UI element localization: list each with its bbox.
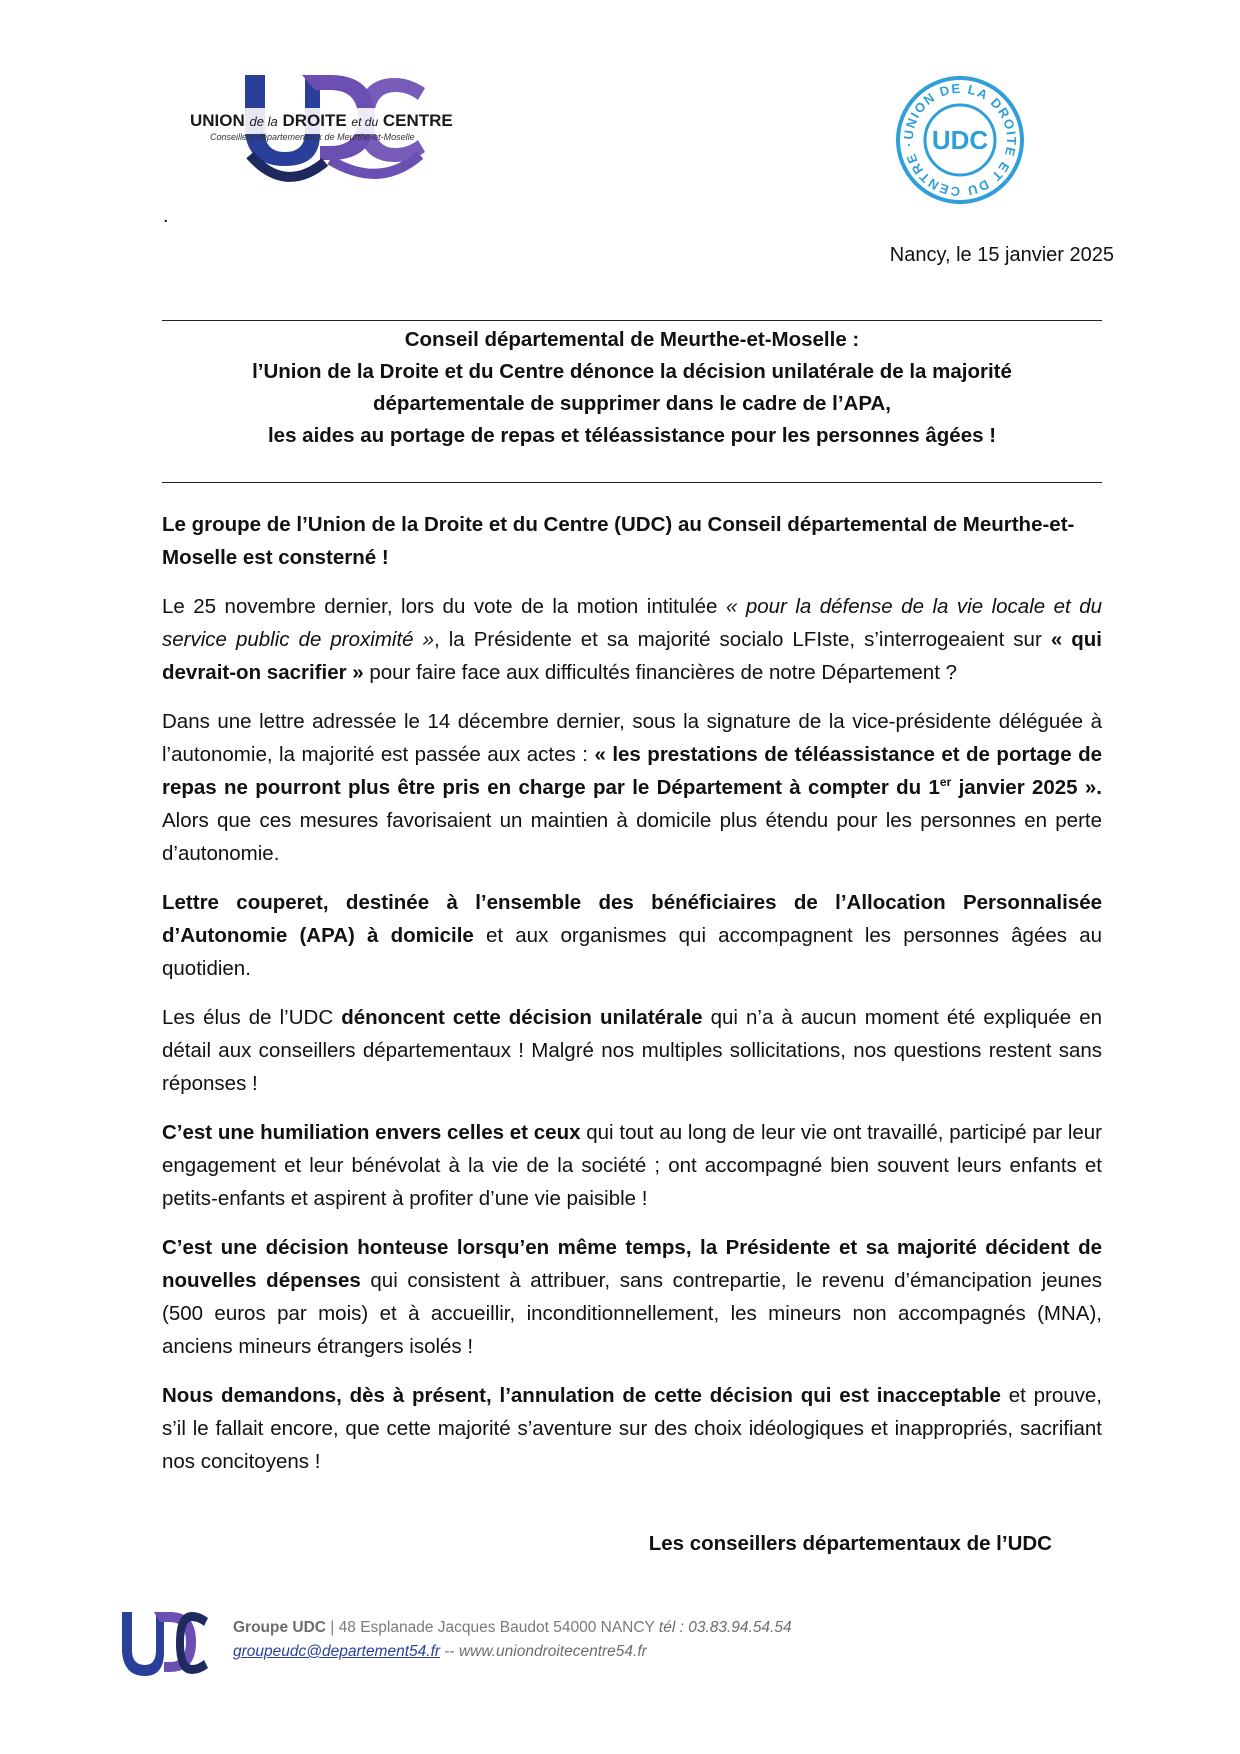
- p7-text: qui consistent à attribuer, sans contrepartie, le revenu d’émancipation jeunes (500 euros par mois) et à accueillir, inconditionnellement, les mineurs non accompagnés (MNA), anciens mineurs étrangers isolés !: [162, 1269, 1102, 1358]
- logo-subtitle: Conseillers départementaux de Meurthe-et-Moselle: [210, 132, 415, 142]
- title-line-4: les aides au portage de repas et téléassistance pour les personnes âgées !: [267, 424, 997, 447]
- paragraph-8: [162, 1379, 1102, 1478]
- p2-text-e: pour faire face aux difficultés financières de notre Département ?: [363, 661, 957, 684]
- title-line-1: Conseil départemental de Meurthe-et-Moselle :: [404, 328, 860, 351]
- p8-bold: Nous demandons, dès à présent, l’annulation de cette décision qui est inacceptable: [162, 1384, 1001, 1407]
- paragraph-4: [162, 886, 1102, 985]
- udc-stamp: [895, 75, 1025, 205]
- paragraph-2: [162, 590, 1102, 689]
- footer-dash: --: [440, 1643, 459, 1660]
- signature: Les conseillers départementaux de l’UDC: [648, 1532, 1052, 1555]
- stamp-center-text: UDC: [931, 125, 989, 155]
- lead-paragraph: Le groupe de l’Union de la Droite et du Centre (UDC) au Conseil départemental de Meurthe-et-Moselle est consterné !: [162, 513, 1075, 569]
- press-release-title: [162, 324, 1102, 452]
- footer-udc-logo-graphic: [120, 1610, 210, 1680]
- footer-udc-logo: [120, 1610, 210, 1680]
- p5-bold: dénoncent cette décision unilatérale: [341, 1006, 703, 1029]
- footer-contact: [233, 1616, 792, 1664]
- p4-text: et aux organismes qui accompagnent les personnes âgées au quotidien.: [162, 924, 1102, 980]
- p3-text-d: Alors que ces mesures favorisaient un maintien à domicile plus étendu pour les personnes en perte d’autonomie.: [162, 809, 1102, 865]
- paragraph-6: [162, 1116, 1102, 1215]
- p2-text-c: , la Présidente et sa majorité socialo LFIste, s’interrogeaient sur: [434, 628, 1051, 651]
- paragraph-7: [162, 1231, 1102, 1363]
- paragraph-3: [162, 705, 1102, 870]
- p6-bold: C’est une humiliation envers celles et ceux: [162, 1121, 581, 1144]
- logo-word-centre: CENTRE: [382, 111, 453, 130]
- footer-website[interactable]: www.uniondroitecentre54.fr: [458, 1643, 647, 1660]
- footer-address: 48 Esplanade Jacques Baudot 54000 NANCY: [338, 1619, 659, 1636]
- title-line-3: départementale de supprimer dans le cadre de l’APA,: [373, 392, 891, 415]
- footer-line-2: [233, 1640, 792, 1664]
- udc-stamp-graphic: [895, 75, 1025, 205]
- footer-email-link[interactable]: groupeudc@departement54.fr: [233, 1643, 441, 1660]
- p3-quote: « les prestations de téléassistance et de portage de repas ne pourront plus être pris en charge par le Département à compter du 1: [162, 743, 1103, 799]
- p5-text-c: qui n’a à aucun moment été expliquée en détail aux conseillers départementaux ! Malgré nos multiples sollicitations, nos questions restent sans réponses !: [162, 1006, 1102, 1095]
- footer-group-name: Groupe UDC: [233, 1619, 326, 1636]
- press-release-body: [162, 508, 1102, 1494]
- title-rule-top: [162, 320, 1102, 321]
- stray-dot: .: [163, 205, 169, 227]
- p2-motion-title: « pour la défense de la vie locale et du service public de proximité »: [162, 595, 1102, 651]
- footer-line-1: [233, 1616, 792, 1640]
- footer-phone: tél : 03.83.94.54.54: [658, 1619, 792, 1636]
- footer-separator: |: [326, 1619, 339, 1636]
- p2-text-a: Le 25 novembre dernier, lors du vote de la motion intitulée: [162, 595, 726, 618]
- p3-quote-end: janvier 2025 ».: [951, 776, 1102, 799]
- logo-word-delaa: de la: [249, 114, 278, 129]
- logo-word-etdu: et du: [351, 115, 379, 129]
- p5-text-a: Les élus de l’UDC: [162, 1006, 342, 1029]
- letter-date: Nancy, le 15 janvier 2025: [889, 244, 1114, 266]
- logo-word-union: UNION: [190, 111, 245, 130]
- p8-text: et prouve, s’il le fallait encore, que cette majorité s’aventure sur des choix idéologiques et inappropriés, sacrifiant nos concitoyens !: [162, 1384, 1102, 1473]
- p6-text: qui tout au long de leur vie ont travaillé, participé par leur engagement et leur bénévolat à la vie de la société ; ont accompagné bien souvent leurs enfants et petits-enfants et aspirent à profiter d’une vie paisible !: [162, 1121, 1102, 1210]
- p3-text-a: Dans une lettre adressée le 14 décembre dernier, sous la signature de la vice-présidente déléguée à l’autonomie, la majorité est passée aux actes :: [162, 710, 1102, 766]
- udc-logo: [190, 70, 490, 188]
- paragraph-5: [162, 1001, 1102, 1100]
- svg-text:UNION de la DROITE: [190, 111, 453, 130]
- p4-bold: Lettre couperet, destinée à l’ensemble des bénéficiaires de l’Allocation Personnalisée d’Autonomie (APA) à domicile: [162, 891, 1102, 947]
- logo-word-droite: DROITE: [282, 111, 347, 130]
- p3-superscript: er: [939, 775, 952, 790]
- p2-quote: « qui devrait-on sacrifier »: [162, 628, 1102, 684]
- title-line-2: l’Union de la Droite et du Centre dénonce la décision unilatérale de la majorité: [252, 360, 1012, 383]
- udc-logo-graphic: [190, 70, 490, 188]
- title-rule-bottom: [162, 482, 1102, 483]
- p7-bold: C’est une décision honteuse lorsqu’en même temps, la Présidente et sa majorité décident de nouvelles dépenses: [162, 1236, 1102, 1292]
- stamp-ring-text: UNION DE LA DROITE ET DU CENTRE ·: [900, 80, 1020, 200]
